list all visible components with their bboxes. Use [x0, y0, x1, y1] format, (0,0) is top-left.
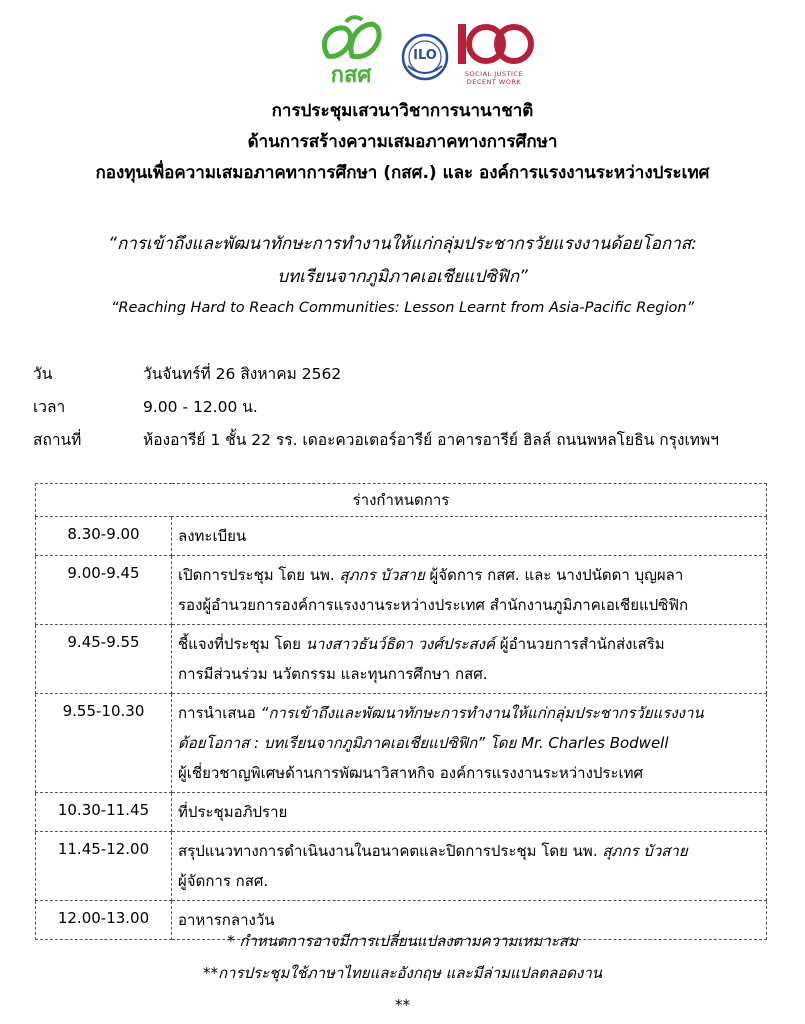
- title-line-3: กองทุนเพื่อความเสมอภาคทาการศึกษา (กสศ.) และ องค์การแรงงานระหว่างประเทศ: [95, 163, 710, 183]
- agenda-line: [178, 560, 758, 590]
- agenda-line: ผู้เชี่ยวชาญพิเศษด้านการพัฒนาวิสาหกิจ องค์การแรงงานระหว่างประเทศ: [178, 764, 644, 782]
- date-value: วันจันทร์ที่ 26 สิงหาคม 2562: [143, 365, 342, 383]
- agenda-description: [172, 556, 767, 625]
- agenda-row: [36, 793, 767, 832]
- agenda-line: [178, 698, 758, 728]
- speaker-name: สุภกร บัวสาย: [339, 566, 425, 584]
- agenda-header-row: [36, 484, 767, 517]
- title-line-2: ด้านการสร้างความเสมอภาคทางการศึกษา: [247, 132, 558, 152]
- footnotes: [0, 925, 805, 1021]
- agenda-text: ชี้แจงที่ประชุม โดย: [178, 635, 306, 653]
- place-value: ห้องอารีย์ 1 ชั้น 22 รร. เดอะควอเตอร์อารีย์ อาคารอารีย์ ฮิลล์ ถนนพหลโยธิน กรุงเทพฯ: [143, 431, 719, 449]
- agenda-description: [172, 694, 767, 793]
- agenda-description: [172, 517, 767, 556]
- agenda-time: 11.45-12.00: [36, 832, 172, 901]
- ilo-logo: [400, 32, 450, 82]
- agenda-line: [178, 728, 758, 758]
- agenda-line: [178, 836, 758, 866]
- speaker-name: สุภกร บัวสาย: [602, 842, 688, 860]
- logo-bar: [0, 14, 805, 94]
- agenda-time: 9.00-9.45: [36, 556, 172, 625]
- agenda-text: การนำเสนอ: [178, 704, 261, 722]
- info-row-place: [33, 424, 793, 457]
- agenda-line: รองผู้อำนวยการองค์การแรงงานระหว่างประเทศ สำนักงานภูมิภาคเอเชียแปซิฟิก: [178, 596, 689, 614]
- footnote-1: * กำหนดการอาจมีการเปลี่ยนแปลงตามความเหมาะสม: [227, 932, 578, 950]
- title-line-1: การประชุมเสวนาวิชาการนานาชาติ: [271, 101, 534, 121]
- subtitle-english: “Reaching Hard to Reach Communities: Lesson Learnt from Asia-Pacific Region”: [110, 300, 695, 316]
- time-label: เวลา: [33, 398, 66, 416]
- agenda-line: การมีส่วนร่วม นวัตกรรม และทุนการศึกษา กสศ.: [178, 665, 488, 683]
- document-title: [0, 96, 805, 189]
- agenda-text: ผู้จัดการ กสศ. และ นางปนัดดา บุญผลา: [424, 566, 684, 584]
- agenda-time: 9.55-10.30: [36, 694, 172, 793]
- tagline-social-justice: SOCIAL JUSTICE: [464, 70, 524, 78]
- agenda-line: ลงทะเบียน: [178, 527, 247, 545]
- place-label: สถานที่: [33, 431, 82, 449]
- eef-logo: [316, 14, 386, 90]
- presentation-title: “การเข้าถึงและพัฒนาทักษะการทำงานให้แก่กลุ่มประชากรวัยแรงงาน: [260, 704, 704, 722]
- agenda-text: เปิดการประชุม โดย นพ.: [178, 566, 340, 584]
- presentation-title-cont: ด้อยโอกาส : บทเรียนจากภูมิภาคเอเชียแปซิฟิก” โดย Mr. Charles Bodwell: [178, 734, 669, 752]
- footnote-2: **การประชุมใช้ภาษาไทยและอังกฤษ และมีล่ามแปลตลอดงาน: [202, 964, 603, 982]
- agenda-text: ผู้อำนวยการสำนักส่งเสริม: [495, 635, 665, 653]
- info-row-date: [33, 358, 793, 391]
- footnote-3: **: [395, 996, 410, 1014]
- ilo-100-logo: [454, 20, 534, 86]
- agenda-line: ผู้จัดการ กสศ.: [178, 872, 269, 890]
- agenda-time: 9.45-9.55: [36, 625, 172, 694]
- agenda-time: 10.30-11.45: [36, 793, 172, 832]
- subtitle-thai-line-1: “การเข้าถึงและพัฒนาทักษะการทำงานให้แก่กลุ่มประชากรวัยแรงงานด้อยโอกาส:: [108, 234, 697, 254]
- time-value: 9.00 - 12.00 น.: [143, 398, 258, 416]
- event-info: [33, 358, 793, 457]
- agenda-row: [36, 832, 767, 901]
- agenda-table: [35, 483, 767, 940]
- agenda-description: [172, 625, 767, 694]
- agenda-text: สรุปแนวทางการดำเนินงานในอนาคตและปิดการประชุม โดย นพ.: [178, 842, 603, 860]
- eef-logo-text: กสศ: [330, 63, 372, 88]
- agenda-row: [36, 556, 767, 625]
- subtitle-thai-line-2: บทเรียนจากภูมิภาคเอเชียแปซิฟิก”: [277, 267, 528, 287]
- info-row-time: [33, 391, 793, 424]
- tagline-decent-work: DECENT WORK: [466, 78, 522, 86]
- agenda-header: ร่างกำหนดการ: [36, 484, 767, 517]
- agenda-line: อาหารกลางวัน: [178, 911, 275, 929]
- agenda-line: [178, 629, 758, 659]
- speaker-name: นางสาวธันว์ธิดา วงศ์ประสงค์: [305, 635, 496, 653]
- agenda-row: [36, 517, 767, 556]
- date-label: วัน: [33, 365, 53, 383]
- centenary-100-icon: [454, 20, 534, 68]
- agenda-description: [172, 793, 767, 832]
- agenda-time: 12.00-13.00: [36, 901, 172, 940]
- agenda-row: [36, 694, 767, 793]
- ilo-logo-text: ILO: [413, 48, 437, 63]
- event-subtitle: [0, 228, 805, 320]
- agenda-line: ที่ประชุมอภิปราย: [178, 803, 288, 821]
- agenda-time: 8.30-9.00: [36, 517, 172, 556]
- agenda-description: [172, 832, 767, 901]
- agenda-row: [36, 625, 767, 694]
- eef-leaf-icon: [316, 14, 386, 64]
- ilo-100-tagline: [454, 70, 534, 86]
